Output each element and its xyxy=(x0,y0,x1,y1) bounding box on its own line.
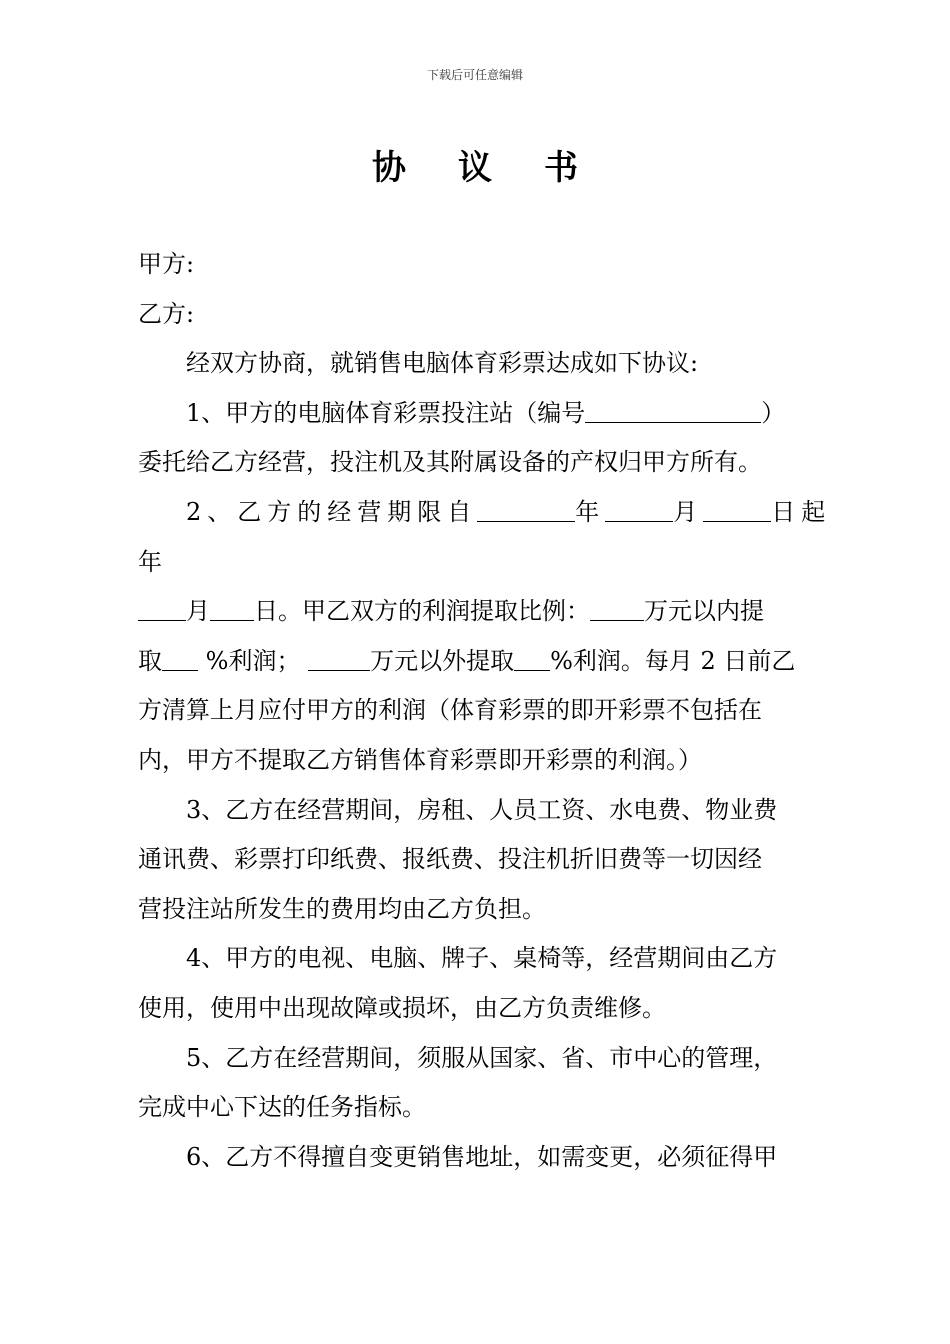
document-title xyxy=(0,140,950,189)
clause-3-line-3: 营投注站所发生的费用均由乙方负担。 xyxy=(138,894,546,923)
clause-2-line-3 xyxy=(138,587,814,637)
clause-2-line-5: 方清算上月应付甲方的利润（体育彩票的即开彩票不包括在 xyxy=(138,696,762,725)
clause-3-line-2: 通讯费、彩票打印纸费、报纸费、投注机折旧费等一切因经 xyxy=(138,845,762,874)
day-start-label: 日起 xyxy=(771,497,832,526)
beyond-amount-blank xyxy=(308,642,370,671)
end-month-blank xyxy=(138,592,186,621)
clause-1-close: ） xyxy=(761,398,786,427)
take-label: 取 xyxy=(138,646,162,675)
clause-2-line-1 xyxy=(138,488,832,538)
clause-2-line-2: 年 xyxy=(138,547,162,576)
clause-1-line-2: 委托给乙方经营，投注机及其附属设备的产权归甲方所有。 xyxy=(138,448,762,477)
title-char: 书 xyxy=(544,148,578,188)
within-percent-blank xyxy=(162,642,198,671)
title-char: 议 xyxy=(458,148,492,188)
party-a-line: 甲方: xyxy=(138,250,195,278)
beyond-percent-label: %利润。每月 2 日前乙 xyxy=(550,646,796,675)
clause-3-line-1: 3、乙方在经营期间，房租、人员工资、水电费、物业费 xyxy=(186,795,778,824)
clause-6-line-1: 6、乙方不得擅自变更销售地址，如需变更，必须征得甲 xyxy=(186,1142,778,1171)
clause-2-text: 2、乙方的经营期限自 xyxy=(186,497,478,526)
within-percent-label: %利润； xyxy=(205,646,301,675)
clause-4-line-1: 4、甲方的电视、电脑、牌子、桌椅等，经营期间由乙方 xyxy=(186,944,778,973)
serial-number-blank xyxy=(585,394,761,423)
clause-5-line-1: 5、乙方在经营期间，须服从国家、省、市中心的管理， xyxy=(186,1043,778,1072)
profit-ratio-text: 日。甲乙双方的利润提取比例： xyxy=(254,597,590,626)
clause-2-line-4 xyxy=(138,637,814,687)
start-day-blank xyxy=(703,493,771,522)
end-day-blank xyxy=(210,592,254,621)
start-year-blank xyxy=(477,493,575,522)
title-char: 协 xyxy=(372,148,406,188)
clause-1-line-1 xyxy=(138,389,814,439)
beyond-amount-label: 万元以外提取 xyxy=(370,646,515,675)
clause-4-line-2: 使用，使用中出现故障或损坏，由乙方负责维修。 xyxy=(138,993,666,1022)
clause-1-text: 1、甲方的电脑体育彩票投注站（编号 xyxy=(186,398,586,427)
clause-2-line-6: 内，甲方不提取乙方销售体育彩票即开彩票的利润。） xyxy=(138,745,702,774)
document-body xyxy=(138,240,832,1182)
end-month-label: 月 xyxy=(186,597,210,626)
beyond-percent-blank xyxy=(514,642,550,671)
header-note: 下载后可任意编辑 xyxy=(426,68,523,82)
within-amount-blank xyxy=(590,592,644,621)
month-label: 月 xyxy=(673,497,704,526)
year-label: 年 xyxy=(575,497,606,526)
within-amount-label: 万元以内提 xyxy=(644,597,764,626)
start-month-blank xyxy=(605,493,673,522)
clause-5-line-2: 完成中心下达的任务指标。 xyxy=(138,1093,426,1122)
party-b-line: 乙方: xyxy=(138,299,195,328)
intro-line: 经双方协商，就销售电脑体育彩票达成如下协议: xyxy=(186,349,699,378)
